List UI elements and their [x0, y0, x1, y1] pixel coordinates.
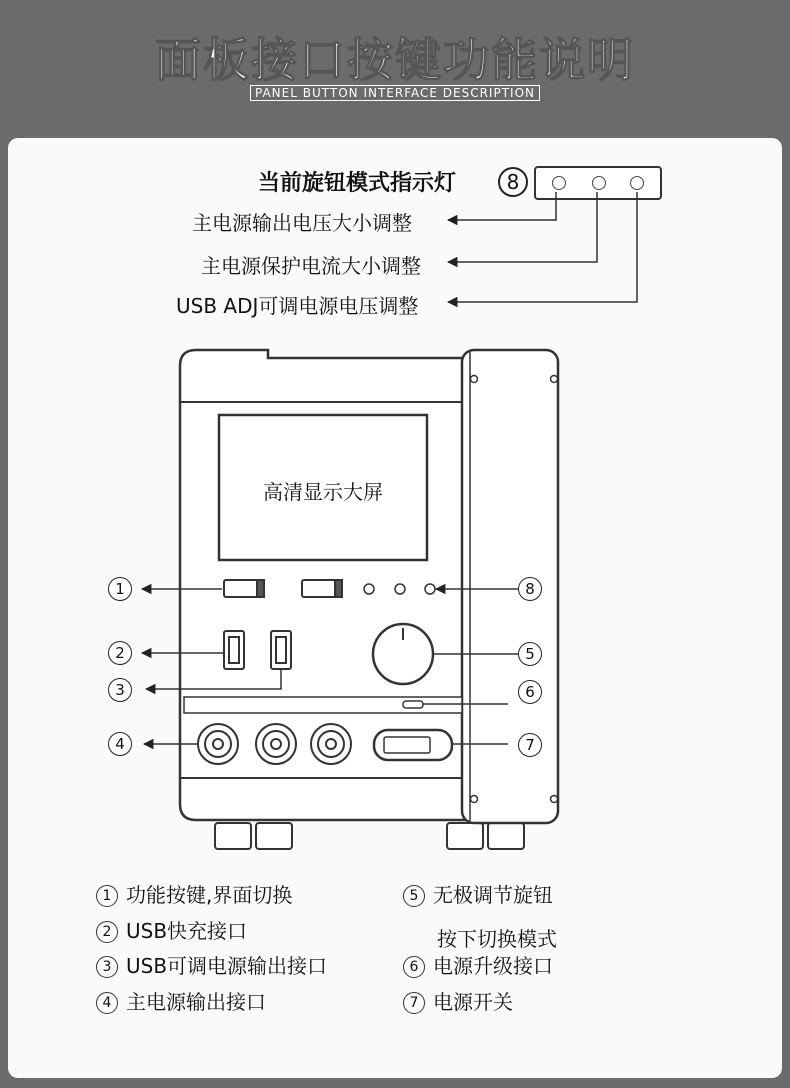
indicator-number: 8	[498, 167, 528, 197]
legend-num: 2	[96, 921, 118, 943]
callout-2: 2	[108, 641, 132, 665]
device-side-panel	[462, 350, 558, 823]
legend-text: 电源升级接口	[433, 954, 553, 978]
legend-text: 无极调节旋钮	[433, 883, 553, 907]
legend-text: 按下切换模式	[437, 927, 557, 951]
legend-item-7	[403, 986, 513, 1015]
legend-num: 4	[96, 992, 118, 1014]
legend-num: 7	[403, 992, 425, 1014]
device-feet	[215, 823, 524, 849]
legend-item-6	[403, 950, 553, 979]
mode-label-voltage: 主电源输出电压大小调整	[192, 211, 412, 235]
screen-label: 高清显示大屏	[263, 480, 383, 504]
legend-text: 功能按键,界面切换	[126, 883, 293, 907]
legend-num: 1	[96, 885, 118, 907]
legend-text: USB可调电源输出接口	[126, 954, 328, 978]
legend-item-1	[96, 879, 292, 908]
callout-1: 1	[108, 577, 132, 601]
page-subtitle-text: PANEL BUTTON INTERFACE DESCRIPTION	[250, 85, 540, 101]
legend-item-5	[403, 879, 553, 908]
legend-item-5-sub	[437, 923, 557, 952]
legend-num: 6	[403, 956, 425, 978]
callout-8: 8	[518, 577, 542, 601]
callout-3: 3	[108, 678, 132, 702]
output-terminals	[198, 724, 351, 764]
callout-7: 7	[518, 733, 542, 757]
legend-text: USB快充接口	[126, 919, 248, 943]
page-title: 面板接口按键功能说明	[155, 33, 635, 87]
upgrade-port	[403, 701, 423, 708]
indicator-title: 当前旋钮模式指示灯	[258, 171, 457, 196]
callout-5: 5	[518, 642, 542, 666]
mode-label-current: 主电源保护电流大小调整	[201, 254, 421, 278]
legend-item-4	[96, 986, 266, 1015]
mode-label-usb-adj: USB ADJ可调电源电压调整	[176, 294, 419, 318]
callout-6: 6	[518, 680, 542, 704]
callout-4: 4	[108, 732, 132, 756]
legend-text: 主电源输出接口	[126, 990, 266, 1014]
legend-item-3	[96, 950, 327, 979]
indicator-leader-lines	[448, 192, 637, 302]
legend-text: 电源开关	[433, 990, 513, 1014]
legend-item-2	[96, 915, 247, 944]
legend-num: 5	[403, 885, 425, 907]
legend-num: 3	[96, 956, 118, 978]
